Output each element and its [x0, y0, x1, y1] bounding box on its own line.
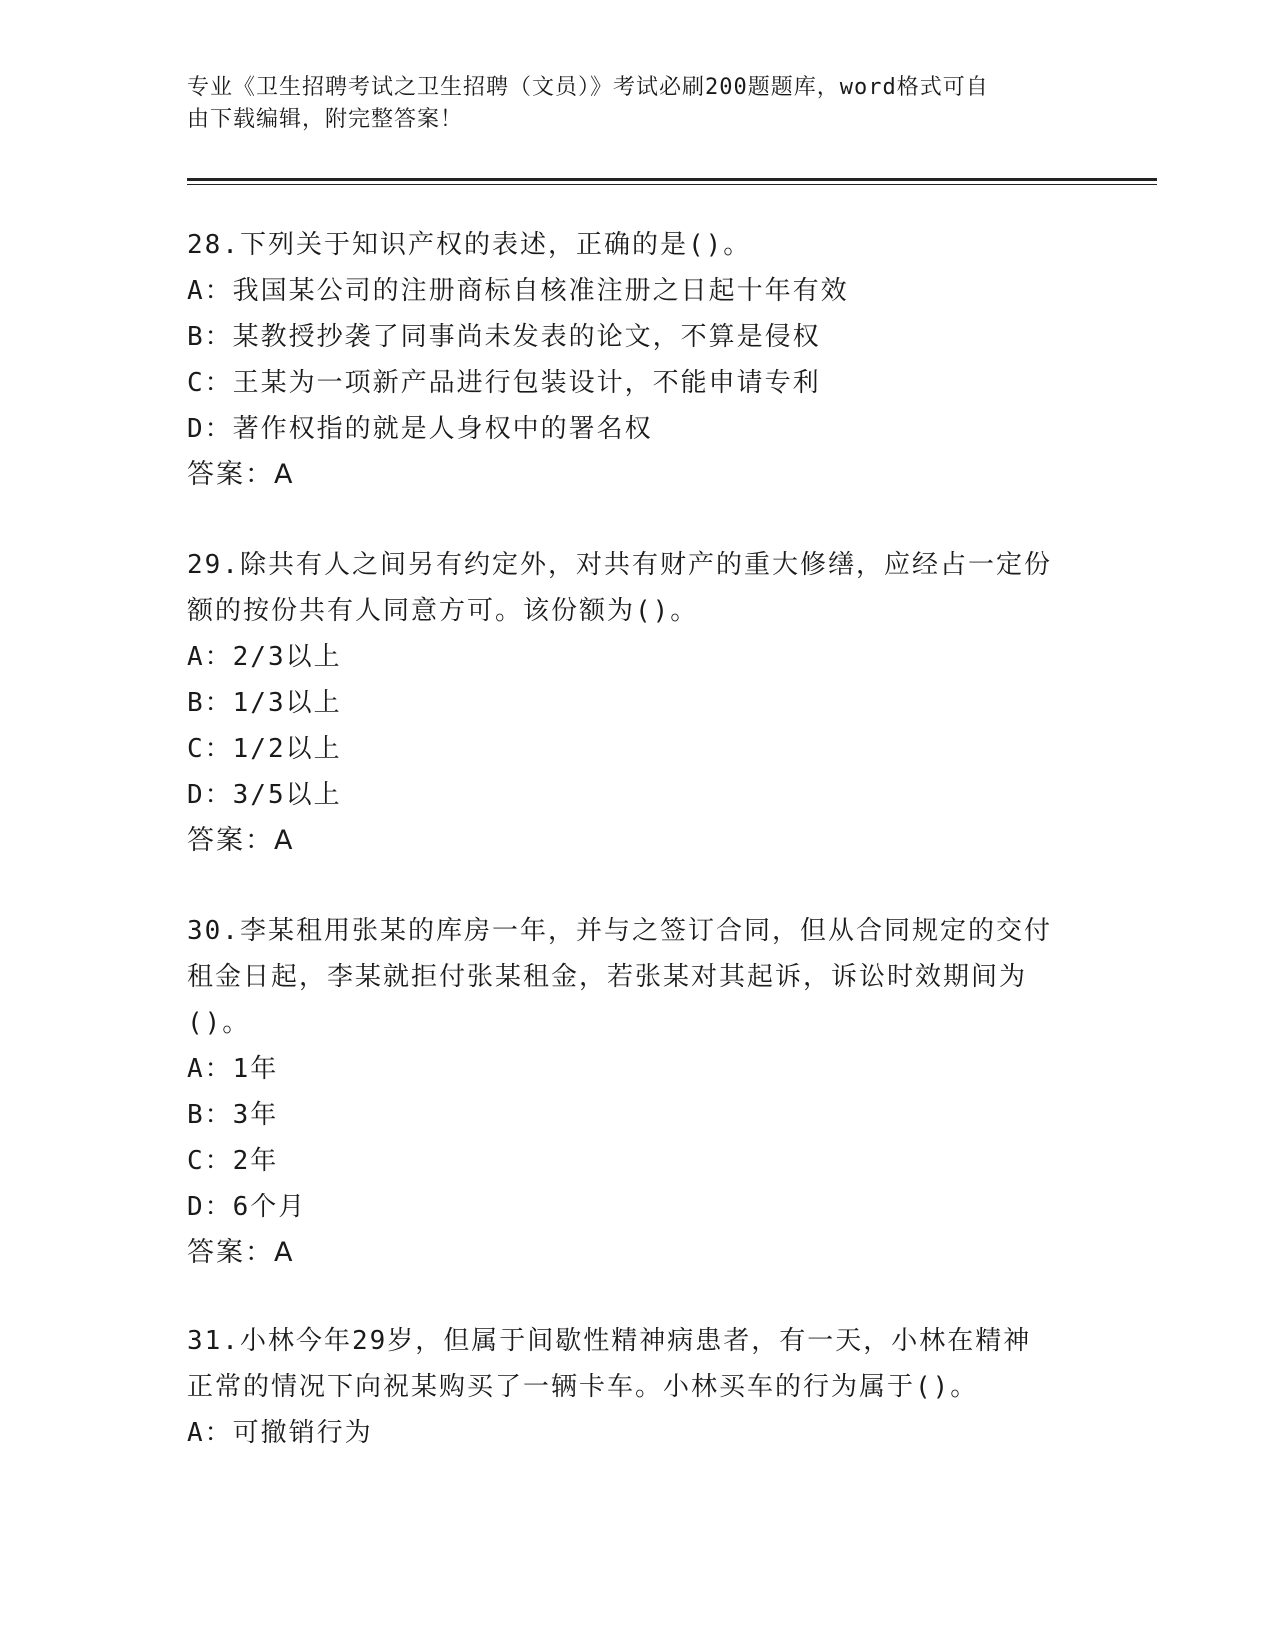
answer-label: 答案：A: [187, 825, 295, 856]
option-a: A：2/3以上: [187, 642, 342, 672]
question-29: [187, 542, 1087, 864]
question-28: [187, 222, 1087, 498]
header-rule-thin: [187, 184, 1157, 185]
header-line-1: 专业《卫生招聘考试之卫生招聘（文员）》考试必刷200题题库，word格式可自: [187, 75, 989, 100]
question-stem: 29.除共有人之间另有约定外，对共有财产的重大修缮，应经占一定份: [187, 550, 1052, 580]
header-rule-thick: [187, 178, 1157, 181]
question-stem: ()。: [187, 1008, 251, 1038]
option-b: B：1/3以上: [187, 688, 342, 718]
answer-label: 答案：A: [187, 1237, 295, 1268]
option-a: A：我国某公司的注册商标自核准注册之日起十年有效: [187, 276, 849, 306]
option-a: A：可撤销行为: [187, 1418, 373, 1448]
document-header: [187, 72, 1067, 136]
question-stem: 28.下列关于知识产权的表述，正确的是()。: [187, 230, 752, 260]
option-d: D：3/5以上: [187, 780, 342, 810]
option-d: D：6个月: [187, 1192, 307, 1222]
question-stem: 正常的情况下向祝某购买了一辆卡车。小林买车的行为属于()。: [187, 1372, 979, 1402]
question-stem: 31.小林今年29岁，但属于间歇性精神病患者，有一天，小林在精神: [187, 1326, 1032, 1356]
option-c: C：2年: [187, 1146, 279, 1176]
question-stem: 租金日起，李某就拒付张某租金，若张某对其起诉，诉讼时效期间为: [187, 962, 1028, 992]
header-line-2: 由下载编辑，附完整答案！: [187, 107, 464, 132]
option-b: B：某教授抄袭了同事尚未发表的论文，不算是侵权: [187, 322, 821, 352]
option-b: B：3年: [187, 1100, 279, 1130]
question-30: [187, 908, 1087, 1276]
question-31: [187, 1318, 1087, 1456]
answer-label: 答案：A: [187, 459, 295, 490]
option-a: A：1年: [187, 1054, 279, 1084]
option-d: D：著作权指的就是人身权中的署名权: [187, 414, 653, 444]
option-c: C：1/2以上: [187, 734, 342, 764]
question-stem: 30.李某租用张某的库房一年，并与之签订合同，但从合同规定的交付: [187, 916, 1052, 946]
question-stem: 额的按份共有人同意方可。该份额为()。: [187, 596, 699, 626]
option-c: C：王某为一项新产品进行包装设计，不能申请专利: [187, 368, 821, 398]
